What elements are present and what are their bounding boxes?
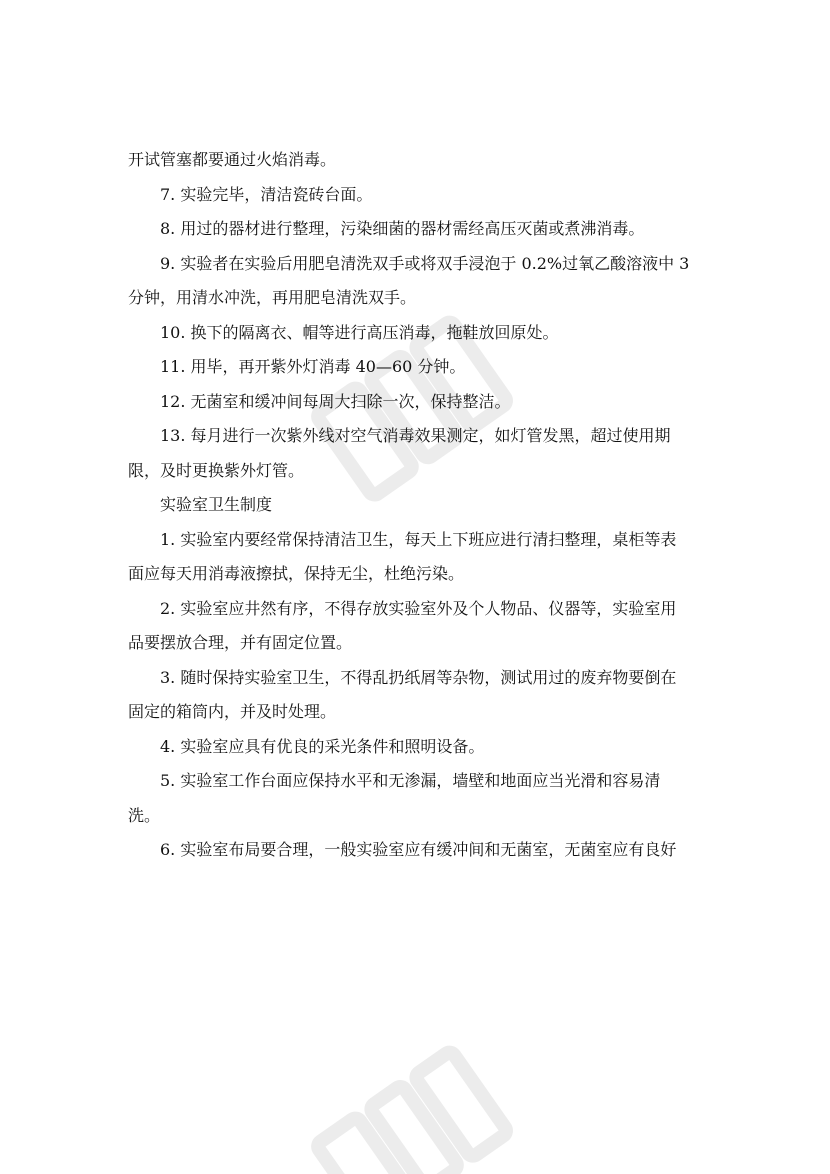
text-line-rule-1b: 面应每天用消毒液擦拭，保持无尘，杜绝污染。 bbox=[128, 564, 465, 583]
document-body bbox=[128, 143, 728, 868]
text-line-rule-5b: 洗。 bbox=[128, 805, 161, 825]
text-line-item-10: 10. 换下的隔离衣、帽等进行高压消毒，拖鞋放回原处。 bbox=[160, 322, 559, 342]
text-line-rule-2a: 2. 实验室应井然有序，不得存放实验室外及个人物品、仪器等，实验室用 bbox=[160, 598, 677, 618]
text-line-rule-4: 4. 实验室应具有优良的采光条件和照明设备。 bbox=[160, 736, 485, 756]
text-line-item-13a: 13. 每月进行一次紫外线对空气消毒效果测定，如灯管发黑，超过使用期 bbox=[160, 426, 671, 445]
text-line-rule-3a: 3. 随时保持实验室卫生，不得乱扔纸屑等杂物，测试用过的废弃物要倒在 bbox=[160, 667, 677, 687]
text-line-cont-6: 开试管塞都要通过火焰消毒。 bbox=[128, 150, 337, 169]
text-line-rule-2b: 品要摆放合理，并有固定位置。 bbox=[128, 633, 353, 652]
text-line-rule-3b: 固定的箱筒内，并及时处理。 bbox=[128, 702, 337, 721]
text-line-item-11: 11. 用毕，再开紫外灯消毒 40—60 分钟。 bbox=[160, 357, 466, 376]
text-line-item-13b: 限，及时更换紫外灯管。 bbox=[128, 460, 305, 480]
watermark-logo-bottom bbox=[300, 1030, 520, 1174]
text-line-rule-6a: 6. 实验室布局要合理，一般实验室应有缓冲间和无菌室，无菌室应有良好 bbox=[160, 840, 677, 859]
text-line-item-7: 7. 实验完毕，清洁瓷砖台面。 bbox=[160, 184, 373, 204]
text-line-item-9a: 9. 实验者在实验后用肥皂清洗双手或将双手浸泡于 0.2%过氧乙酸溶液中 3 bbox=[160, 253, 690, 273]
text-line-rule-5a: 5. 实验室工作台面应保持水平和无渗漏，墙壁和地面应当光滑和容易清 bbox=[160, 771, 661, 790]
text-line-item-12: 12. 无菌室和缓冲间每周大扫除一次，保持整洁。 bbox=[160, 391, 511, 411]
text-line-item-8: 8. 用过的器材进行整理，污染细菌的器材需经高压灭菌或煮沸消毒。 bbox=[160, 219, 645, 238]
section-heading: 实验室卫生制度 bbox=[160, 495, 273, 514]
text-line-rule-1a: 1. 实验室内要经常保持清洁卫生，每天上下班应进行清扫整理，桌柜等表 bbox=[160, 529, 677, 549]
text-line-item-9b: 分钟，用清水冲洗，再用肥皂清洗双手。 bbox=[128, 288, 417, 307]
